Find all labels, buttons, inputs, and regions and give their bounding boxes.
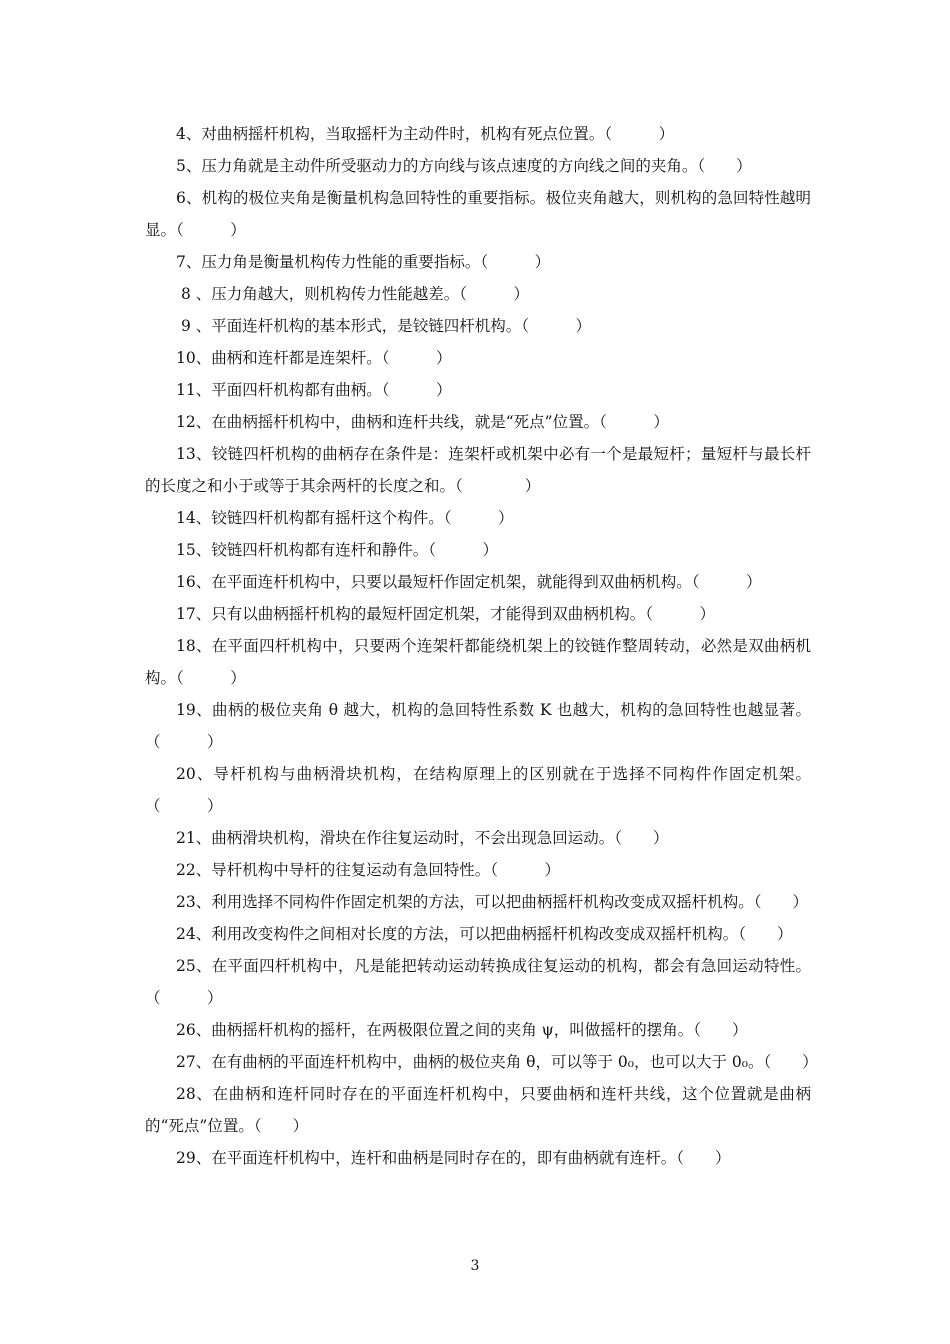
question-item: 25、在平面四杆机构中，凡是能把转动运动转换成往复运动的机构，都会有急回运动特性。（ ） xyxy=(145,957,811,1007)
question-list xyxy=(145,118,818,1174)
question-item: 19、曲柄的极位夹角 θ 越大，机构的急回特性系数 K 也越大，机构的急回特性也越显著。（ ） xyxy=(145,701,811,751)
question-item: 21、曲柄滑块机构，滑块在作往复运动时，不会出现急回运动。（ ） xyxy=(176,829,669,847)
question-item: 16、在平面连杆机构中，只要以最短杆作固定机架，就能得到双曲柄机构。（ ） xyxy=(176,573,762,591)
question-item: 17、只有以曲柄摇杆机构的最短杆固定机架，才能得到双曲柄机构。（ ） xyxy=(176,605,715,623)
question-item: 18、在平面四杆机构中，只要两个连架杆都能绕机架上的铰链作整周转动，必然是双曲柄机构。（ ） xyxy=(145,637,811,687)
question-item: 26、曲柄摇杆机构的摇杆，在两极限位置之间的夹角 ψ，叫做摇杆的摆角。（ ） xyxy=(176,1021,748,1039)
question-item: 12、在曲柄摇杆机构中，曲柄和连杆共线，就是“死点”位置。（ ） xyxy=(176,413,669,431)
question-item: 29、在平面连杆机构中，连杆和曲柄是同时存在的，即有曲柄就有连杆。（ ） xyxy=(176,1149,731,1167)
page-number: 3 xyxy=(470,1258,480,1274)
question-item: 23、利用选择不同构件作固定机架的方法，可以把曲柄摇杆机构改变成双摇杆机构。（ ） xyxy=(176,893,808,911)
question-item: 9 、平面连杆机构的基本形式，是铰链四杆机构。（ ） xyxy=(176,317,591,335)
question-item: 28、在曲柄和连杆同时存在的平面连杆机构中，只要曲柄和连杆共线，这个位置就是曲柄的“死点”位置。（ ） xyxy=(145,1085,811,1135)
question-item: 24、利用改变构件之间相对长度的方法，可以把曲柄摇杆机构改变成双摇杆机构。（ ） xyxy=(176,925,793,943)
question-item: 8 、压力角越大，则机构传力性能越差。（ ） xyxy=(176,285,529,303)
question-item: 6、机构的极位夹角是衡量机构急回特性的重要指标。极位夹角越大，则机构的急回特性越明显。（ ） xyxy=(145,189,811,239)
question-item: 11、平面四杆机构都有曲柄。（ ） xyxy=(176,381,452,399)
question-item: 5、压力角就是主动件所受驱动力的方向线与该点速度的方向线之间的夹角。（ ） xyxy=(176,157,752,175)
question-item: 10、曲柄和连杆都是连架杆。（ ） xyxy=(176,349,452,367)
question-item: 7、压力角是衡量机构传力性能的重要指标。（ ） xyxy=(176,253,551,271)
question-item: 14、铰链四杆机构都有摇杆这个构件。（ ） xyxy=(176,509,514,527)
question-item: 22、导杆机构中导杆的往复运动有急回特性。（ ） xyxy=(176,861,560,879)
question-item: 20、导杆机构与曲柄滑块机构，在结构原理上的区别就在于选择不同构件作固定机架。（ ） xyxy=(145,765,811,815)
question-item: 4、对曲柄摇杆机构，当取摇杆为主动件时，机构有死点位置。（ ） xyxy=(176,125,675,143)
question-item: 27、在有曲柄的平面连杆机构中，曲柄的极位夹角 θ，可以等于 0₀，也可以大于 0₀。（ ） xyxy=(176,1053,818,1071)
question-item: 15、铰链四杆机构都有连杆和静件。（ ） xyxy=(176,541,498,559)
question-item: 13、铰链四杆机构的曲柄存在条件是：连架杆或机架中必有一个是最短杆；量短杆与最长杆的长度之和小于或等于其余两杆的长度之和。（ ） xyxy=(145,445,811,495)
